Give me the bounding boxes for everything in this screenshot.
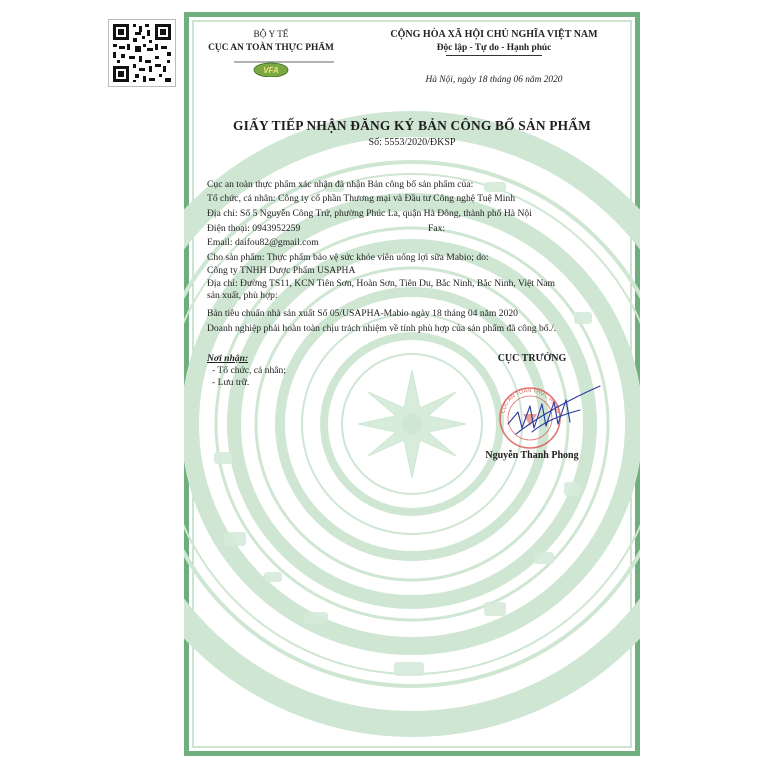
document-number: Số: 5553/2020/ĐKSP — [368, 137, 456, 148]
motto-underline — [446, 55, 542, 56]
national-motto: Độc lập - Tự do - Hạnh phúc — [436, 43, 552, 53]
qr-code-icon — [109, 20, 175, 86]
manufacturer-line: Công ty TNHH Dược Phẩm USAPHA — [207, 265, 356, 276]
responsibility-line: Doanh nghiệp phải hoàn toàn chịu trách nhiệm về tính phù hợp của sản phẩm đã công bố./. — [207, 323, 557, 334]
red-stamp — [500, 387, 560, 448]
fax-line: Fax: — [428, 223, 446, 234]
place-date: Hà Nội, ngày 18 tháng 06 năm 2020 — [425, 75, 563, 85]
department-name: CỤC AN TOÀN THỰC PHẨM — [208, 43, 334, 53]
organization-line: Tổ chức, cá nhân: Công ty cổ phần Thương mại và Đầu tư Công nghệ Tuệ Minh — [207, 193, 516, 204]
country-name: CỘNG HÒA XÃ HỘI CHỦ NGHĨA VIỆT NAM — [390, 29, 598, 40]
product-line: Cho sản phẩm: Thực phẩm bảo vệ sức khỏe viên uống lợi sữa Mabio; do: — [207, 252, 489, 263]
recipient-item: - Lưu trữ. — [212, 377, 250, 388]
signer-role: CỤC TRƯỞNG — [497, 353, 567, 364]
intro-line: Cục an toàn thực phẩm xác nhận đã nhận Bản công bố sản phẩm của: — [207, 179, 474, 190]
signer-name: Nguyễn Thanh Phong — [485, 450, 579, 461]
address-line: Địa chỉ: Số 5 Nguyễn Công Trứ, phường Phúc La, quận Hà Đông, thành phố Hà Nội — [207, 208, 532, 219]
certificate — [184, 12, 640, 756]
standard-line: Bản tiêu chuẩn nhà sản xuất Số 05/USAPHA-Mabio ngày 18 tháng 04 năm 2020 — [207, 308, 518, 319]
manufacturer-address-line: Địa chỉ: Đường TS11, KCN Tiên Sơn, Hoàn Sơn, Tiên Du, Bắc Ninh, Bắc Ninh, Việt Nam — [207, 278, 555, 289]
manufacturer-suffix-line: sản xuất, phù hợp: — [207, 290, 278, 301]
recipients-heading: Nơi nhận: — [207, 353, 249, 364]
qr-code — [108, 19, 176, 87]
vfa-logo-text: VFA — [263, 66, 279, 75]
document-title: GIẤY TIẾP NHẬN ĐĂNG KÝ BẢN CÔNG BỐ SẢN PHẨM — [233, 118, 591, 133]
phone-line: Điện thoại: 0943952259 — [207, 223, 301, 234]
email-line: Email: daifou82@gmail.com — [207, 237, 319, 248]
stamp-text: CỤC AN TOÀN THỰC PHẨM — [500, 387, 560, 415]
recipient-item: - Tổ chức, cá nhân; — [212, 365, 287, 376]
vfa-logo — [234, 55, 334, 77]
ministry-name: BỘ Y TẾ — [253, 30, 289, 40]
official-stamp-signature — [488, 378, 608, 458]
